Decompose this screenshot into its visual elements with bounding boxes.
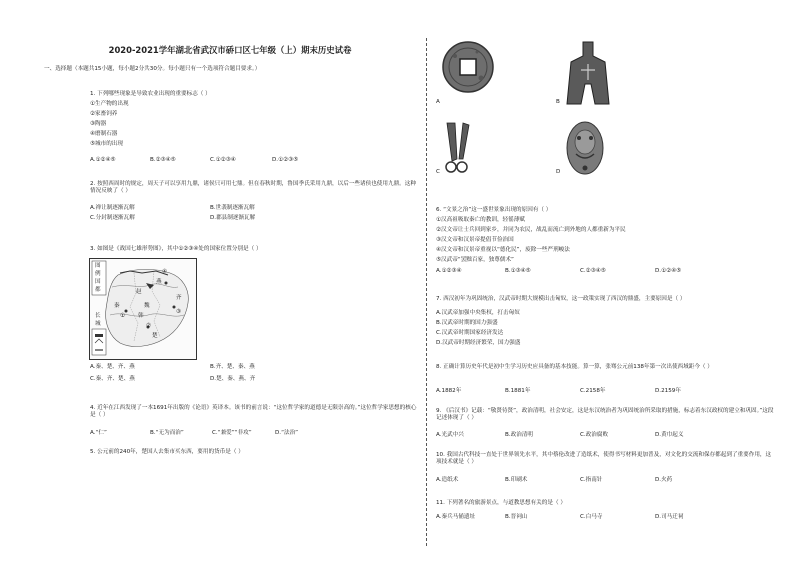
q7-stem: 7. 西汉初年为巩固统治，汉武帝时期大规模出击匈奴，这一政策实现了西汉的鼎盛，主要原因是（ ）	[436, 296, 686, 302]
q6-item: ①汉高祖吸取秦亡的教训，轻徭薄赋	[436, 217, 525, 223]
ant-nose-coin-image	[562, 118, 608, 178]
map-marker-1: ①	[120, 313, 126, 319]
column-divider	[426, 38, 427, 546]
coin-label-a: A	[436, 99, 440, 105]
q6-option-c[interactable]: C.②③④⑤	[580, 268, 606, 274]
q11-option-b[interactable]: B.晋祠山	[505, 514, 528, 520]
q6-option-d[interactable]: D.①②④⑤	[655, 268, 682, 274]
q6-stem: 6. “文景之治”这一盛世景象出现的原因有（ ）	[436, 207, 552, 213]
q10-stem: 10. 我国古代科技一直处于世界领先水平，其中蔡伦改进了造纸术，使得书写材料更加普及，对文化的交流和保存都起到了重要作用，这项技术就是（ ）	[436, 452, 772, 465]
q9-option-b[interactable]: B.政治清明	[505, 432, 533, 438]
q2-option-a[interactable]: A.禅让制逐渐瓦解	[90, 205, 135, 211]
q7-option-c[interactable]: C.汉武帝时期国家经济发达	[436, 330, 504, 336]
q6-item: ②汉文帝让士兵回到家乡，并同为农民，战乱而流亡到外地的人都重新为平民	[436, 227, 626, 233]
q6-option-b[interactable]: B.①③④⑤	[505, 268, 531, 274]
spade-coin-image	[565, 40, 611, 106]
map-legend-char: 图	[95, 263, 101, 269]
map-legend-char: 城	[95, 321, 101, 327]
map-marker-2: ②	[146, 323, 152, 329]
q7-option-d[interactable]: D.汉武帝时期经济繁荣，国力强盛	[436, 340, 521, 346]
q8-option-b[interactable]: B.1881年	[505, 388, 531, 394]
coin-label-c: C	[436, 169, 440, 175]
q4-stem: 4. 近年在江西发现了一本1691年出版的《论语》英译本。该书的前言说：“这位哲学家的道德是无限崇高的。”这位哲学家思想的核心是（ ）	[90, 405, 417, 418]
map-label-zhao: 赵	[136, 289, 142, 295]
q8-stem: 8. 正确计算历史年代是初中生学习历史应具备的基本技能。算一算，张骞公元前138年第一次出使西域距今（ ）	[436, 364, 713, 370]
q2-option-b[interactable]: B.世袭制逐渐瓦解	[210, 205, 255, 211]
q2-option-d[interactable]: D.郡县制逐渐瓦解	[210, 215, 256, 221]
q11-stem: 11. 下列著名的旅游景点，与道教思想有关的是（ ）	[436, 500, 566, 506]
q1-item: ②家畜饲养	[90, 111, 118, 117]
q8-option-d[interactable]: D.2159年	[655, 388, 681, 394]
warring-states-map	[89, 258, 197, 360]
map-label-yan: 燕	[156, 279, 162, 285]
knife-coin-image	[441, 121, 473, 177]
map-legend-char: 例	[95, 271, 101, 277]
map-marker-4: ④	[162, 269, 168, 275]
map-marker-3: ③	[176, 309, 182, 315]
map-label-chu: 楚	[152, 333, 158, 339]
q6-item: ④汉文帝和汉景帝重视以“德化民”，废除一些严刑峻法	[436, 247, 570, 253]
q1-option-c[interactable]: C.①②③④	[210, 157, 236, 163]
q1-option-d[interactable]: D.①②③⑤	[272, 157, 299, 163]
map-label-qin: 秦	[114, 303, 120, 309]
map-legend-char: 长	[95, 313, 101, 319]
q1-item: ⑤城市的出现	[90, 141, 123, 147]
q3-option-a[interactable]: A.秦、楚、齐、燕	[90, 364, 135, 370]
q8-option-a[interactable]: A.1882年	[436, 388, 462, 394]
coin-label-b: B	[556, 99, 560, 105]
q1-item: ④磨制石器	[90, 131, 118, 137]
coin-label-d: D	[556, 169, 561, 175]
q11-option-d[interactable]: D.司马迁祠	[655, 514, 684, 520]
q3-option-b[interactable]: B.齐、楚、秦、燕	[210, 364, 255, 370]
q10-option-d[interactable]: D.火药	[655, 477, 673, 483]
map-legend-char: 都	[95, 287, 101, 293]
q4-option-b[interactable]: B.“无为而治”	[150, 430, 184, 436]
map-label-han: 韩	[138, 313, 144, 319]
q1-stem: 1. 下列哪些现象是导致农业出现的重要标志（ ）	[90, 91, 211, 97]
q8-option-c[interactable]: C.2158年	[580, 388, 606, 394]
q1-item: ①生产物的出现	[90, 101, 129, 107]
q9-option-c[interactable]: C.政治腐败	[580, 432, 609, 438]
q11-option-a[interactable]: A.秦兵马俑遗址	[436, 514, 476, 520]
q3-option-d[interactable]: D.楚、秦、燕、齐	[210, 376, 256, 382]
map-label-wei: 魏	[144, 303, 150, 309]
q5-stem: 5. 公元前的240年，楚国人去集市买东西，要用的货币是（ ）	[90, 449, 244, 455]
q6-item: ⑤汉武帝“罢黜百家，独尊儒术”	[436, 257, 514, 263]
q6-item: ③汉文帝和汉景帝提倡节俭治国	[436, 237, 514, 243]
map-legend-char: 国	[95, 279, 101, 285]
q4-option-a[interactable]: A.“仁”	[90, 430, 107, 436]
q9-option-d[interactable]: D.黄巾起义	[655, 432, 684, 438]
q4-option-d[interactable]: D.“法治”	[275, 430, 299, 436]
q7-option-a[interactable]: A.汉武帝加强中央集权，打击匈奴	[436, 310, 520, 316]
q11-option-c[interactable]: C.白马寺	[580, 514, 603, 520]
q10-option-c[interactable]: C.指南针	[580, 477, 603, 483]
q4-option-c[interactable]: C.“兼爱”“非攻”	[212, 430, 252, 436]
q7-option-b[interactable]: B.汉武帝时期的国力强盛	[436, 320, 498, 326]
q10-option-a[interactable]: A.造纸术	[436, 477, 459, 483]
q2-stem: 2. 按照西周时的规定，周天子可以享用九鼎，诸侯只可用七鼎。但在春秋时期，鲁国季氏采用九鼎，以后一些诸侯也使用九鼎。这种情况反映了（ ）	[90, 181, 416, 194]
section-heading: 一、选择题（本题共15小题，每小题2分共30分。每小题只有一个选项符合题目要求。）	[44, 66, 261, 72]
q1-option-a[interactable]: A.①②④⑤	[90, 157, 116, 163]
round-coin-image	[441, 40, 495, 94]
q3-option-c[interactable]: C.秦、齐、楚、燕	[90, 376, 135, 382]
q10-option-b[interactable]: B.印刷术	[505, 477, 528, 483]
q9-stem: 9. 《后汉书》记载：“敬贤待贤”，政治清明，社会安定，这是东汉统治者为巩固统治所采取的措施，标志着东汉政权的建立和巩固。”这段记述体现了（ ）	[436, 408, 774, 421]
q6-option-a[interactable]: A.①②③④	[436, 268, 462, 274]
map-label-qi: 齐	[176, 295, 182, 301]
q2-option-c[interactable]: C.分封制逐渐瓦解	[90, 215, 135, 221]
q1-option-b[interactable]: B.②③④⑤	[150, 157, 176, 163]
q9-option-a[interactable]: A.光武中兴	[436, 432, 464, 438]
q1-item: ③陶器	[90, 121, 107, 127]
q3-stem: 3. 如图是《战国七雄形势图》，其中①②③④处的国家位置分别是（ ）	[90, 246, 262, 252]
exam-title: 2020-2021学年湖北省武汉市硚口区七年级（上）期末历史试卷	[108, 45, 352, 55]
